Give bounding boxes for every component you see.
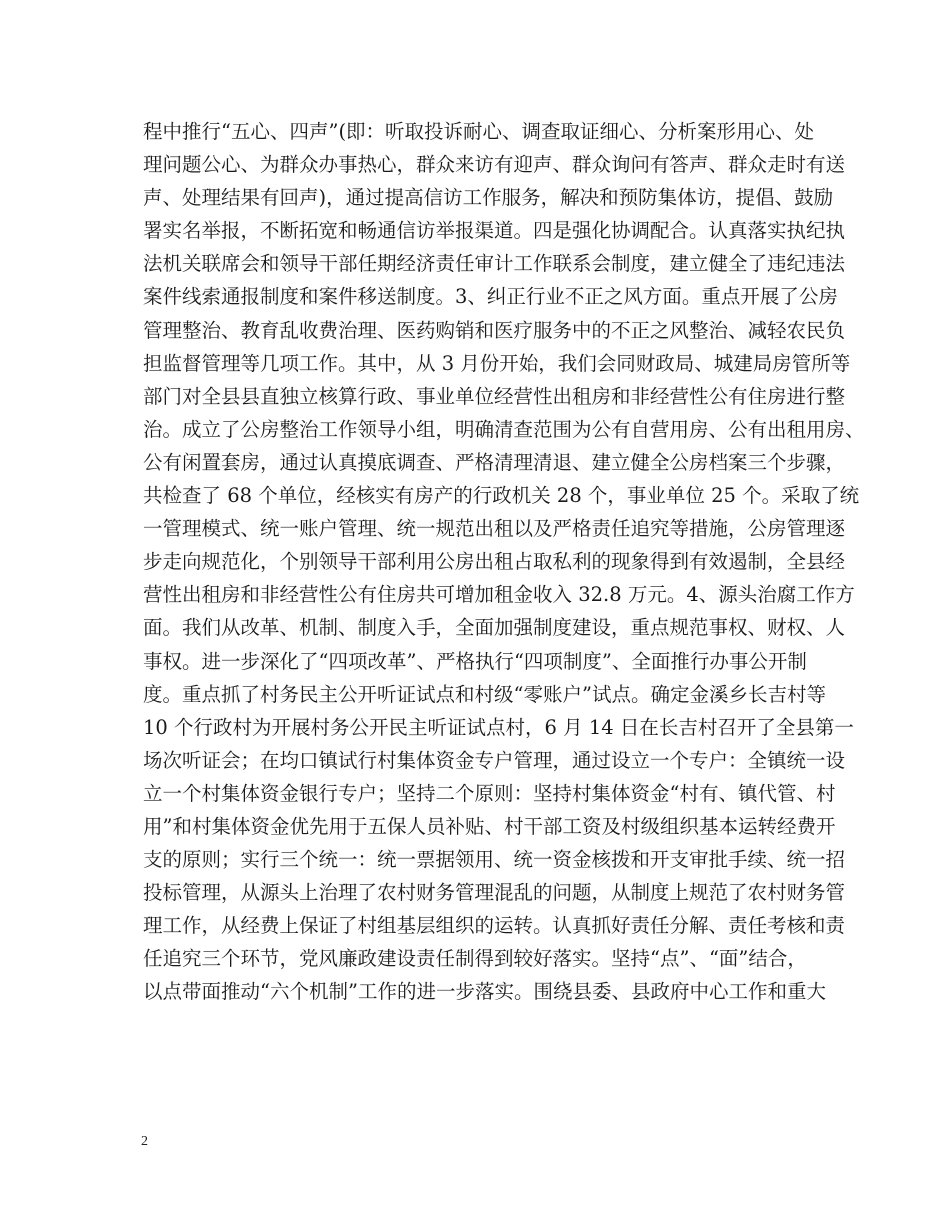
text-line: 步走向规范化，个别领导干部利用公房出租占取私利的现象得到有效遏制，全县经	[143, 550, 846, 574]
text-line: 任追究三个环节，党风廉政建设责任制得到较好落实。坚持“点”、“面”结合，	[143, 947, 807, 971]
text-line: 署实名举报，不断拓宽和畅通信访举报渠道。四是强化协调配合。认真落实执纪执	[143, 219, 846, 243]
text-line: 声、处理结果有回声)，通过提高信访工作服务，解决和预防集体访，提倡、鼓励	[143, 186, 834, 210]
text-line: 部门对全县县直独立核算行政、事业单位经营性出租房和非经营性公有住房进行整	[143, 384, 846, 408]
text-line: 治。成立了公房整治工作领导小组，明确清查范围为公有自营用房、公有出租用房、	[143, 417, 865, 441]
text-line: 以点带面推动“六个机制”工作的进一步落实。围绕县委、县政府中心工作和重大	[143, 980, 826, 1004]
text-line: 管理整治、教育乱收费治理、医药购销和医疗服务中的不正之风整治、减轻农民负	[143, 318, 846, 342]
text-line: 一管理模式、统一账户管理、统一规范出租以及严格责任追究等措施，公房管理逐	[143, 517, 846, 541]
text-line: 共检查了 68 个单位，经核实有房产的行政机关 28 个，事业单位 25 个。采取了统	[143, 484, 860, 508]
text-line: 担监督管理等几项工作。其中，从 3 月份开始，我们会同财政局、城建局房管所等	[143, 351, 851, 375]
text-line: 营性出租房和非经营性公有住房共可增加租金收入 32.8 万元。4、源头治腐工作方	[143, 583, 855, 607]
text-line: 10 个行政村为开展村务公开民主听证试点村，6 月 14 日在长吉村召开了全县第一	[143, 715, 854, 739]
page-number: 2	[141, 1134, 148, 1149]
text-line: 立一个村集体资金银行专户；坚持二个原则：坚持村集体资金“村有、镇代管、村	[143, 781, 836, 805]
text-line: 支的原则；实行三个统一：统一票据领用、统一资金核拨和开支审批手续、统一招	[143, 848, 846, 872]
text-line: 面。我们从改革、机制、制度入手，全面加强制度建设，重点规范事权、财权、人	[143, 616, 846, 640]
text-line: 理工作，从经费上保证了村组基层组织的运转。认真抓好责任分解、责任考核和责	[143, 914, 846, 938]
text-line: 投标管理，从源头上治理了农村财务管理混乱的问题，从制度上规范了农村财务管	[143, 881, 846, 905]
body-text	[143, 115, 865, 1009]
text-line: 场次听证会；在均口镇试行村集体资金专户管理，通过设立一个专户：全镇统一设	[143, 748, 846, 772]
text-line: 事权。进一步深化了“四项改革”、严格执行“四项制度”、全面推行办事公开制	[143, 649, 807, 673]
text-line: 用”和村集体资金优先用于五保人员补贴、村干部工资及村级组织基本运转经费开	[143, 814, 836, 838]
text-line: 法机关联席会和领导干部任期经济责任审计工作联系会制度，建立健全了违纪违法	[143, 252, 846, 276]
text-line: 案件线索通报制度和案件移送制度。3、纠正行业不正之风方面。重点开展了公房	[143, 285, 838, 309]
text-line: 理问题公心、为群众办事热心，群众来访有迎声、群众询问有答声、群众走时有送	[143, 153, 846, 177]
text-line: 度。重点抓了村务民主公开听证试点和村级“零账户”试点。确定金溪乡长吉村等	[143, 682, 826, 706]
text-line: 公有闲置套房，通过认真摸底调查、严格清理清退、建立健全公房档案三个步骤，	[143, 450, 846, 474]
text-line: 程中推行“五心、四声”(即：听取投诉耐心、调查取证细心、分析案形用心、处	[143, 120, 815, 143]
